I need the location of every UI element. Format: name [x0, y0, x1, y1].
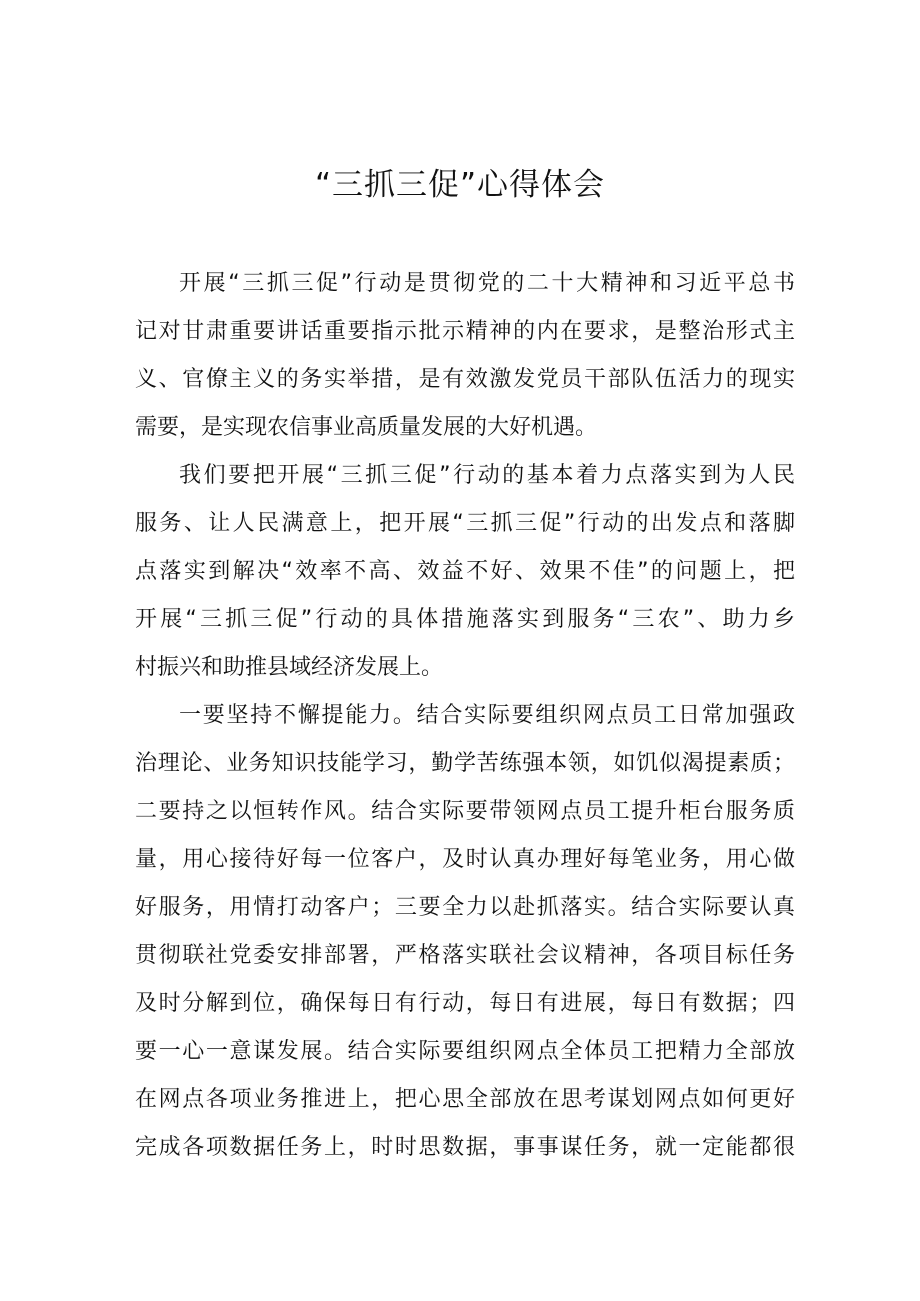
paragraph-line: 开展“三抓三促”行动是贯彻党的二十大精神和习近平总书 — [179, 271, 795, 296]
paragraph-line: 村振兴和助推县域经济发展上。 — [135, 655, 444, 680]
paragraph-line: 完成各项数据任务上，时时思数据，事事谋任务，就一定能都很 — [135, 1135, 795, 1160]
paragraph-line: 开展“三抓三促”行动的具体措施落实到服务“三农”、助力乡 — [135, 607, 795, 632]
paragraph-line: 量，用心接待好每一位客户，及时认真办理好每笔业务，用心做 — [135, 847, 795, 872]
paragraph-line: 一要坚持不懈提能力。结合实际要组织网点员工日常加强政 — [179, 703, 795, 728]
paragraph-2 — [135, 452, 795, 692]
paragraph-line: 服务、让人民满意上，把开展“三抓三促”行动的出发点和落脚 — [135, 511, 795, 536]
paragraph-line: 好服务，用情打动客户；三要全力以赴抓落实。结合实际要认真 — [135, 895, 795, 920]
document-title: “三抓三促”心得体会 — [314, 167, 606, 203]
document-body — [135, 260, 795, 1172]
paragraph-line: 治理论、业务知识技能学习，勤学苦练强本领，如饥似渴提素质； — [135, 751, 795, 776]
paragraph-line: 义、官僚主义的务实举措，是有效激发党员干部队伍活力的现实 — [135, 367, 795, 392]
paragraph-line: 需要，是实现农信事业高质量发展的大好机遇。 — [135, 415, 598, 440]
paragraph-1 — [135, 260, 795, 452]
paragraph-line: 我们要把开展“三抓三促”行动的基本着力点落实到为人民 — [179, 463, 795, 488]
paragraph-line: 要一心一意谋发展。结合实际要组织网点全体员工把精力全部放 — [135, 1039, 795, 1064]
paragraph-line: 点落实到解决“效率不高、效益不好、效果不佳”的问题上，把 — [135, 559, 795, 584]
paragraph-line: 在网点各项业务推进上，把心思全部放在思考谋划网点如何更好 — [135, 1087, 795, 1112]
paragraph-line: 及时分解到位，确保每日有行动，每日有进展，每日有数据；四 — [135, 991, 795, 1016]
paragraph-3 — [135, 692, 795, 1172]
paragraph-line: 贯彻联社党委安排部署，严格落实联社会议精神，各项目标任务 — [135, 943, 795, 968]
paragraph-line: 记对甘肃重要讲话重要指示批示精神的内在要求，是整治形式主 — [135, 319, 795, 344]
paragraph-line: 二要持之以恒转作风。结合实际要带领网点员工提升柜台服务质 — [135, 799, 795, 824]
